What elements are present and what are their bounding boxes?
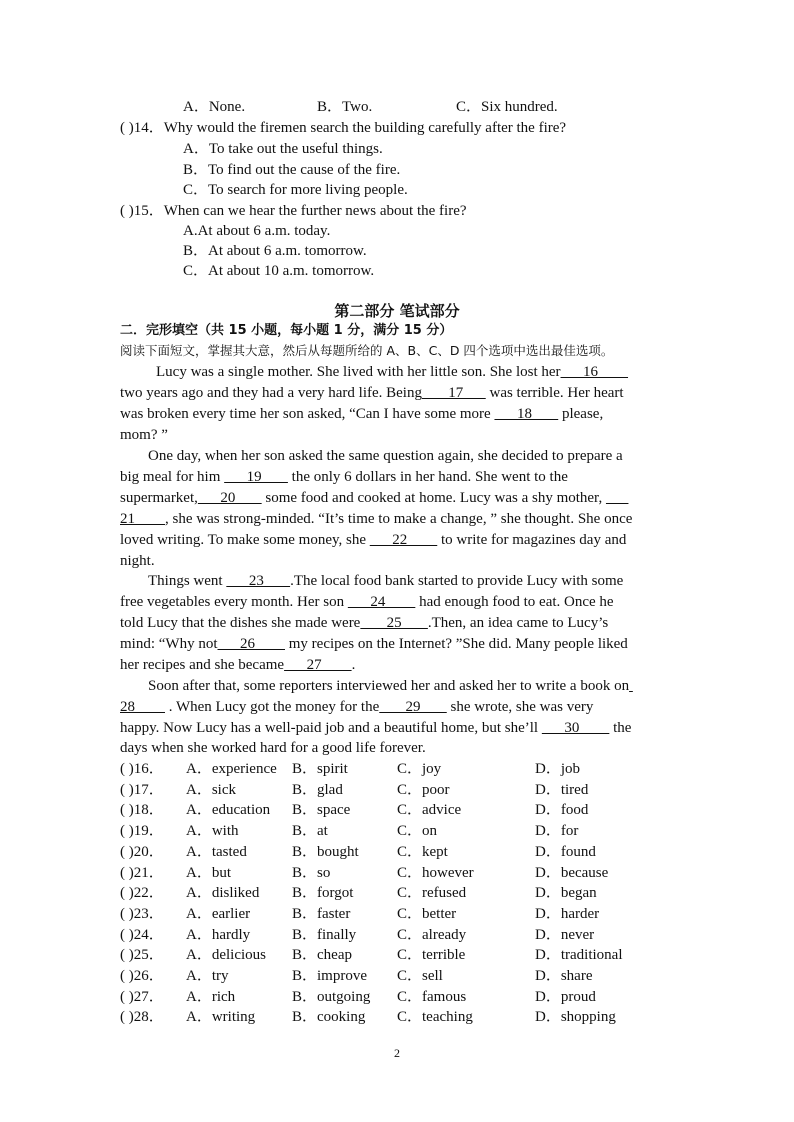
q15-option-c: C．At about 10 a.m. tomorrow. (183, 263, 375, 279)
passage-line: her recipes and she became 27 . (120, 657, 356, 673)
choice-b: B．bought (292, 844, 359, 860)
passage-line: 28 . When Lucy got the money for the 29 she wrote, she was very (120, 699, 594, 715)
choice-a: A．experience (186, 761, 277, 777)
choice-number: ( )17． (120, 782, 164, 798)
passage-line: happy. Now Lucy has a well-paid job and a beautiful home, but she’ll 30 the (120, 720, 632, 736)
passage-line: night. (120, 553, 155, 569)
blank-22: 22 (369, 532, 438, 548)
blank-23: 23 (226, 573, 291, 589)
choice-number: ( )26． (120, 968, 164, 984)
choice-a: A．earlier (186, 906, 251, 922)
q14-option-a: A．To take out the useful things. (183, 141, 383, 157)
choice-b: B．glad (292, 782, 343, 798)
q15-option-b: B．At about 6 a.m. tomorrow. (183, 243, 367, 259)
passage-line: supermarket, 20 some food and cooked at home. Lucy was a shy mother, (120, 490, 606, 506)
choice-b: B．space (292, 802, 351, 818)
choice-c: C．joy (397, 761, 442, 777)
choice-a: A．tasted (186, 844, 247, 860)
choice-d: D．for (535, 823, 579, 839)
passage-line: Lucy was a single mother. She lived with her little son. She lost her 16 (156, 364, 629, 380)
choice-b: B．improve (292, 968, 367, 984)
choice-d: D．share (535, 968, 593, 984)
choice-d: D．shopping (535, 1009, 616, 1025)
choice-a: A．delicious (186, 947, 266, 963)
choice-d: D．because (535, 865, 609, 881)
blank-16: 16 (560, 364, 629, 380)
choice-a: A．disliked (186, 885, 260, 901)
choice-a: A．sick (186, 782, 236, 798)
passage-line: Things went 23 .The local food bank started to provide Lucy with some (148, 573, 624, 589)
passage-line: 21 , she was strong-minded. “It’s time to make a change, ” she thought. She once (120, 511, 633, 527)
choice-a: A．education (186, 802, 271, 818)
choice-c: C．sell (397, 968, 443, 984)
q13-option-c: C．Six hundred. (456, 99, 558, 115)
q14-question: ( )14．Why would the firemen search the building carefully after the fire? (120, 120, 567, 136)
choice-number: ( )16． (120, 761, 164, 777)
choice-b: B．finally (292, 927, 357, 943)
choice-c: C．terrible (397, 947, 466, 963)
blank-26: 26 (217, 636, 285, 652)
q15-question: ( )15．When can we hear the further news about the fire? (120, 203, 467, 219)
blank-18: 18 (494, 406, 559, 422)
choice-c: C．kept (397, 844, 448, 860)
choice-c: C．on (397, 823, 438, 839)
choice-b: B．faster (292, 906, 351, 922)
choice-b: B．outgoing (292, 989, 371, 1005)
choice-b: B．so (292, 865, 331, 881)
choice-b: B．at (292, 823, 328, 839)
passage-line: was broken every time her son asked, “Can I have some more 18 please, (120, 406, 604, 422)
blank-24: 24 (347, 594, 416, 610)
passage-line: loved writing. To make some money, she 22 to write for magazines day and (120, 532, 627, 548)
choice-a: A．hardly (186, 927, 251, 943)
choice-d: D．proud (535, 989, 596, 1005)
choice-d: D．found (535, 844, 596, 860)
blank-28: 28 (120, 699, 165, 715)
page-number: 2 (394, 1046, 400, 1060)
choice-c: C．advice (397, 802, 462, 818)
choice-b: B．spirit (292, 761, 348, 777)
choice-c: C．teaching (397, 1009, 473, 1025)
passage-line: big meal for him 19 the only 6 dollars in her hand. She went to the (120, 469, 568, 485)
passage-line: mind: “Why not 26 my recipes on the Internet? ”She did. Many people liked (120, 636, 628, 652)
choice-a: A．writing (186, 1009, 256, 1025)
choice-a: A．with (186, 823, 239, 839)
section-instruction: 阅读下面短文，掌握其大意，然后从每题所给的 A、B、C、D 四个选项中选出最佳选项。 (120, 343, 614, 358)
choice-number: ( )23． (120, 906, 164, 922)
blank-25: 25 (360, 615, 428, 631)
choice-number: ( )28． (120, 1009, 164, 1025)
choice-d: D．harder (535, 906, 600, 922)
passage-line: mom? ” (120, 427, 168, 443)
choice-c: C．better (397, 906, 457, 922)
passage-line: days when she worked hard for a good life forever. (120, 740, 426, 756)
choice-number: ( )22． (120, 885, 164, 901)
choice-c: C．famous (397, 989, 467, 1005)
q13-option-b: B．Two. (317, 99, 373, 115)
choice-d: D．began (535, 885, 597, 901)
choice-b: B．cheap (292, 947, 352, 963)
blank-19: 19 (224, 469, 288, 485)
choice-a: A．rich (186, 989, 236, 1005)
passage-line: two years ago and they had a very hard life. Being 17 was terrible. Her heart (120, 385, 624, 401)
passage-line: One day, when her son asked the same question again, she decided to prepare a (148, 448, 623, 464)
passage-line: free vegetables every month. Her son 24 had enough food to eat. Once he (120, 594, 614, 610)
choice-d: D．traditional (535, 947, 623, 963)
passage-line: Soon after that, some reporters interviewed her and asked her to write a book on (148, 678, 630, 694)
choice-number: ( )25． (120, 947, 164, 963)
q14-option-c: C．To search for more living people. (183, 182, 408, 198)
choice-number: ( )18． (120, 802, 164, 818)
q15-option-a: A.At about 6 a.m. today. (183, 223, 331, 239)
choice-d: D．job (535, 761, 581, 777)
part-title: 第二部分 笔试部分 (334, 302, 460, 320)
choice-number: ( )24． (120, 927, 164, 943)
blank-30: 30 (541, 720, 610, 736)
choice-d: D．food (535, 802, 589, 818)
blank-27: 27 (284, 657, 352, 673)
choice-c: C．however (397, 865, 474, 881)
passage-line: told Lucy that the dishes she made were 25 .Then, an idea came to Lucy’s (120, 615, 609, 631)
blank-17: 17 (421, 385, 486, 401)
choice-b: B．forgot (292, 885, 354, 901)
choice-number: ( )27． (120, 989, 164, 1005)
blank-20: 20 (197, 490, 262, 506)
choice-c: C．refused (397, 885, 467, 901)
blank-29: 29 (379, 699, 447, 715)
choice-a: A．but (186, 865, 232, 881)
choice-c: C．already (397, 927, 467, 943)
choice-number: ( )19． (120, 823, 164, 839)
choice-number: ( )21． (120, 865, 164, 881)
choice-a: A．try (186, 968, 229, 984)
q13-option-a: A．None. (183, 99, 246, 115)
choice-d: D．never (535, 927, 595, 943)
choice-number: ( )20． (120, 844, 164, 860)
blank-21: 21 (120, 511, 165, 527)
section-heading: 二．完形填空（共 15 小题，每小题 1 分，满分 15 分） (120, 323, 453, 338)
choice-c: C．poor (397, 782, 450, 798)
choice-d: D．tired (535, 782, 589, 798)
choice-b: B．cooking (292, 1009, 366, 1025)
q14-option-b: B．To find out the cause of the fire. (183, 162, 401, 178)
